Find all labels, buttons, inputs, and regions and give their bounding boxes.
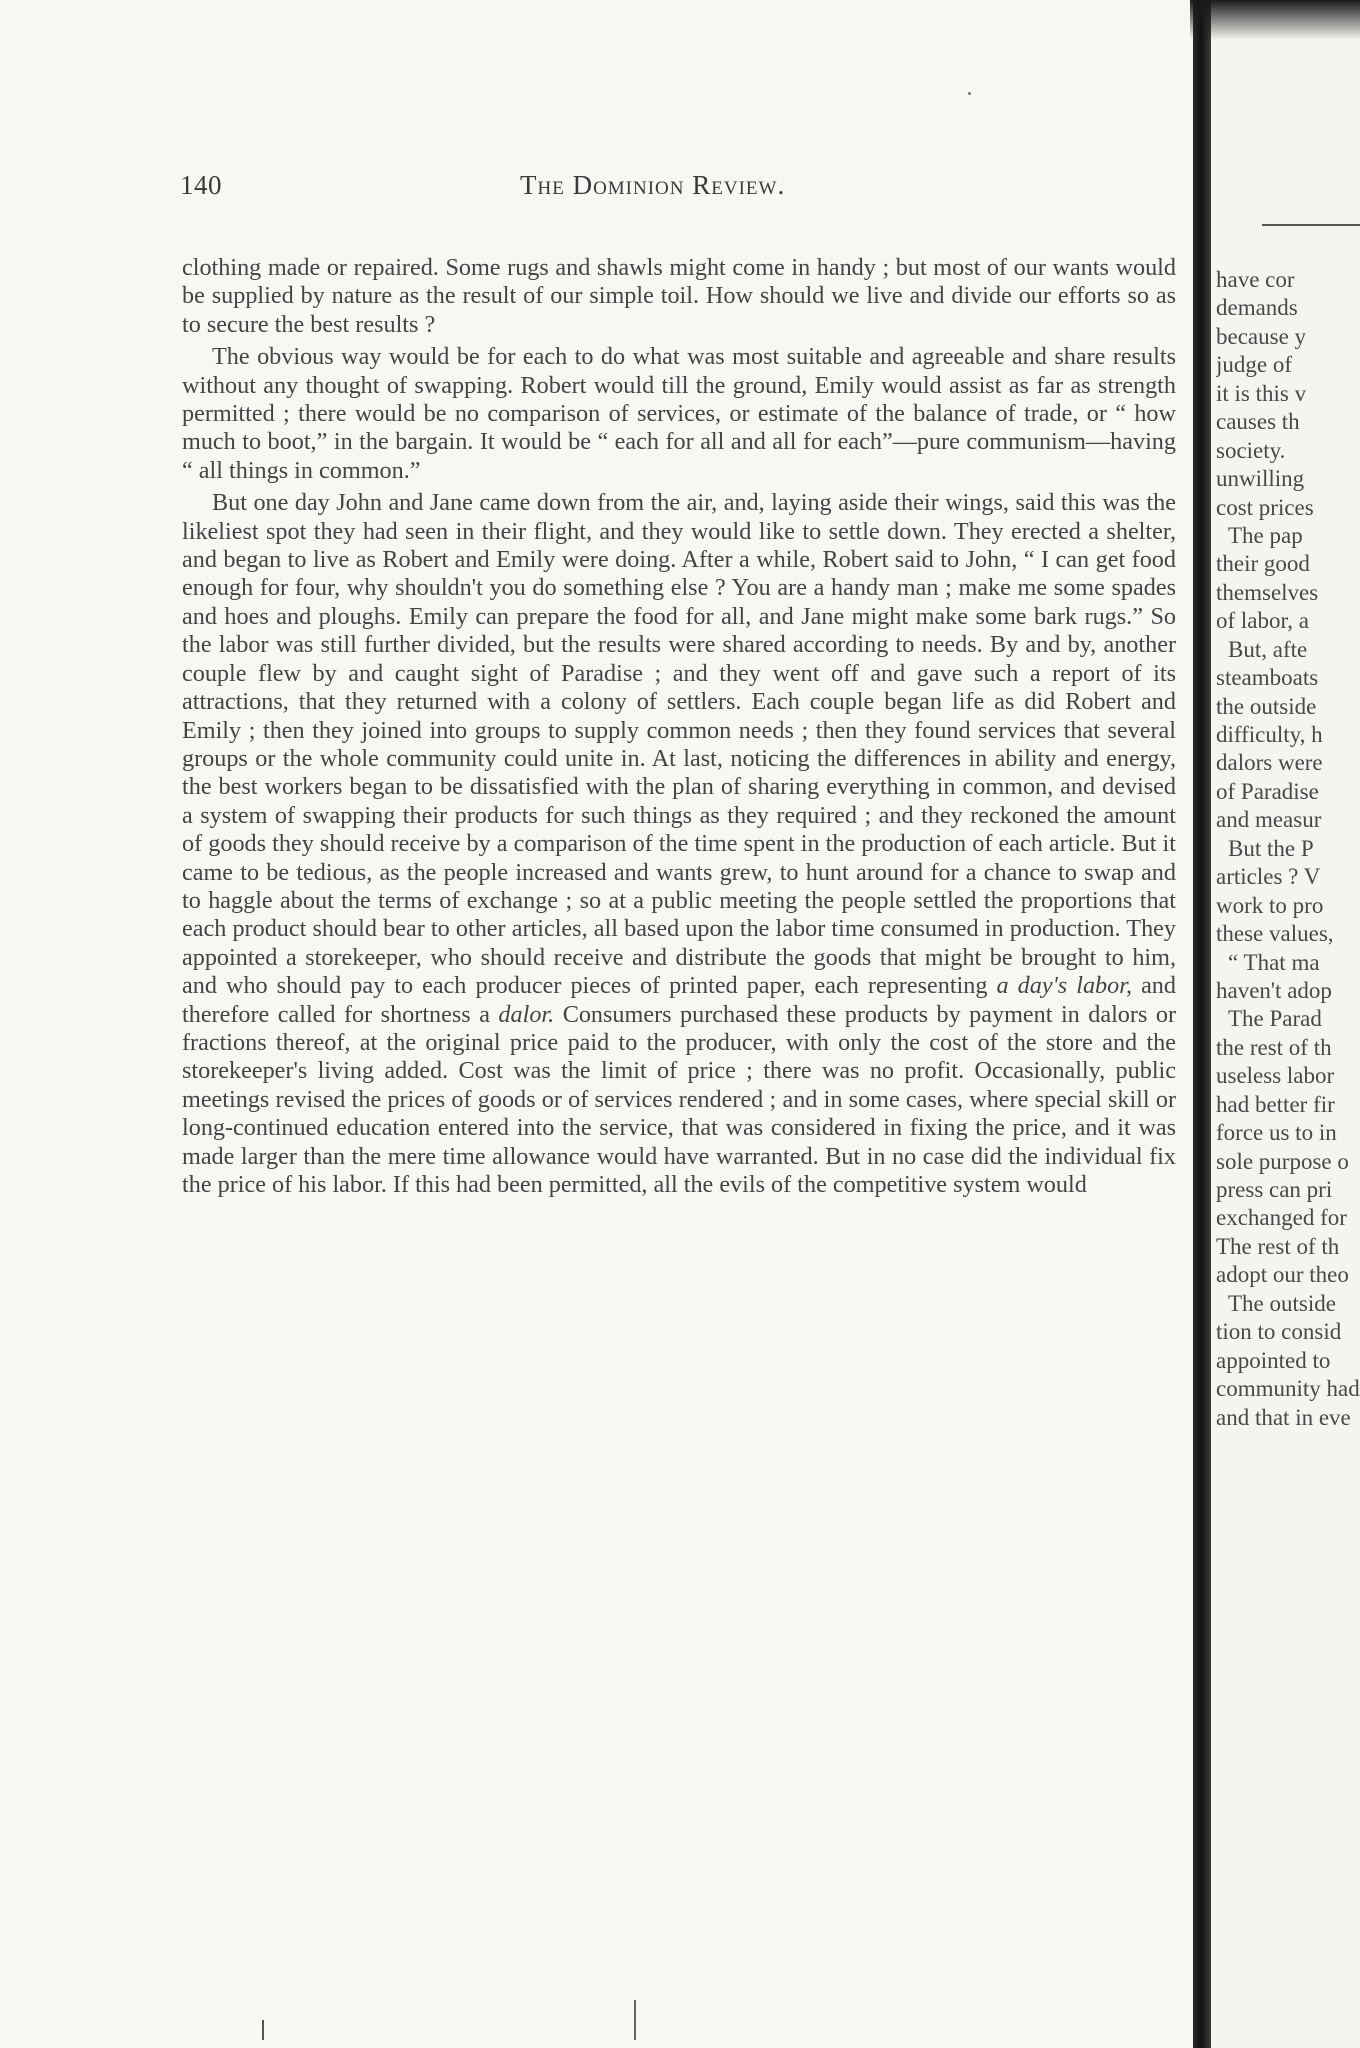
adjacent-page-line: The Parad <box>1228 1006 1322 1032</box>
emphasis-day-labor: a day's labor, <box>996 972 1133 1000</box>
adjacent-page-line: But, afte <box>1228 636 1308 662</box>
paragraph-1: clothing made or repaired. Some rugs and shawls might come in handy ; but most of our wants would be supplied by nature as the result of our simple toil. How should we live and divide our efforts so as to secure the best results ? <box>182 254 1176 338</box>
scan-speck <box>968 92 971 95</box>
adjacent-page-line: dalors were <box>1216 750 1323 776</box>
adjacent-page-line: demands <box>1216 295 1298 321</box>
adjacent-page-line: cost prices <box>1216 494 1314 520</box>
adjacent-page-column <box>1216 266 1360 1432</box>
adjacent-page-line: of Paradise <box>1216 778 1319 804</box>
adjacent-page-line: judge of <box>1216 352 1293 378</box>
adjacent-page-line: But the P <box>1228 835 1314 861</box>
adjacent-page-line: appointed to <box>1216 1347 1331 1373</box>
paragraph-3-text: But one day John and Jane came down from the air, and, laying aside their wings, said this was the likeliest spot they had seen in their flight, and they would like to settle down. They erected a shelter, and began to live as Robert and Emily were doing. After a while, Robert said to John, “ I can get food enough for four, why shouldn't you do something else ? You are a handy man ; make me some spades and hoes and ploughs. Emily can prepare the food for all, and Jane might make some bark rugs.” So the labor was still further divided, but the results were shared according to needs. By and by, another couple flew by and caught sight of Paradise ; and they went off and gave such a report of its attractions, that they returned with a colony of settlers. Each couple began life as did Robert and Emily ; then they joined into groups to supply common needs ; then they found services that several groups or the whole community could unite in. At last, noticing the differences in ability and energy, the best workers began to be dissatisfied with the plan of sharing everything in common, and devised a system of swapping their products for such things as they required ; and they reckoned the amount of goods they should receive by a comparison of the time spent in the production of each article. But it came to be tedious, as the people increased and wants grew, to hunt around for a chance to swap and to haggle about the terms of exchange ; so at a public meeting the people settled the proportions that each product should bear to other articles, all based upon the labor time consumed in production. They appointed a storekeeper, who should receive and distribute the goods that might be brought to him, and who should pay to each producer pieces of printed paper, each representing <box>182 489 1176 1000</box>
adjacent-page-line: of labor, a <box>1216 608 1309 634</box>
adjacent-page-line: “ That ma <box>1228 949 1320 975</box>
adjacent-page-line: The rest of th <box>1216 1233 1340 1259</box>
paragraph-3 <box>182 489 1176 1199</box>
adjacent-page-line: community had <box>1216 1376 1360 1402</box>
scan-mark <box>634 2000 636 2040</box>
adjacent-page-line: it is this v <box>1216 380 1307 406</box>
adjacent-page-line: had better fir <box>1216 1091 1335 1117</box>
adjacent-page-line: unwilling <box>1216 466 1305 492</box>
adjacent-page-line: these values, <box>1216 921 1334 947</box>
page-number: 140 <box>180 170 222 200</box>
paragraph-2: The obvious way would be for each to do what was most suitable and agreeable and share results without any thought of swapping. Robert would till the ground, Emily would assist as far as strength permitted ; there would be no comparison of services, or estimate of the balance of trade, or “ how much to boot,” in the bargain. It would be “ each for all and all for each”—pure communism—having “ all things in common.” <box>182 343 1176 484</box>
adjacent-page-line: haven't adop <box>1216 977 1332 1003</box>
adjacent-page-line: society. <box>1216 437 1286 463</box>
adjacent-page-line: press can pri <box>1216 1177 1333 1202</box>
adjacent-page-line: The outside <box>1228 1290 1336 1316</box>
adjacent-page-line: force us to in <box>1216 1120 1337 1146</box>
adjacent-page-line: tion to consid <box>1216 1319 1342 1345</box>
adjacent-page-line: exchanged for <box>1216 1205 1347 1231</box>
page-gutter <box>1193 0 1211 2048</box>
paragraph-3-ending: Consumers purchased these products by payment in dalors or fractions thereof, at the original price paid to the producer, with only the cost of the store and the storekeeper's living added. Cost was the limit of price ; there was no profit. Occasionally, public meetings revised the prices of goods or of services rendered ; and in some cases, where special skill or long-continued education entered into the service, that was considered in fixing the price, and it was made larger than the mere time allowance would have warranted. But in no case did the individual fix the price of his labor. If this had been permitted, all the evils of the competitive system would <box>182 1000 1176 1198</box>
running-head <box>180 170 1170 210</box>
adjacent-page-line: articles ? V <box>1216 864 1321 890</box>
header-rule <box>1262 224 1360 226</box>
adjacent-page-line: difficulty, h <box>1216 722 1323 747</box>
adjacent-page-line: and measur <box>1216 807 1322 833</box>
adjacent-page-line: themselves <box>1216 579 1319 605</box>
adjacent-page-line: and that in eve <box>1216 1404 1351 1430</box>
adjacent-page-line: The pap <box>1228 522 1303 548</box>
scan-mark <box>262 2020 264 2040</box>
adjacent-page-line: steamboats <box>1216 665 1319 691</box>
adjacent-page-line: the outside <box>1216 693 1317 719</box>
adjacent-page-line: useless labor <box>1216 1063 1335 1089</box>
adjacent-page-line: because y <box>1216 323 1307 349</box>
article-body <box>182 254 1176 1199</box>
adjacent-page-line: the rest of th <box>1216 1034 1332 1060</box>
adjacent-page-line: sole purpose o <box>1216 1148 1349 1174</box>
adjacent-page-line: causes th <box>1216 409 1300 435</box>
adjacent-page-line: their good <box>1216 551 1310 577</box>
scan-shadow <box>1190 0 1360 40</box>
emphasis-dalor: dalor. <box>498 1000 555 1028</box>
journal-title: The Dominion Review. <box>520 170 786 200</box>
adjacent-page-line: have cor <box>1216 267 1295 292</box>
paragraph-3-continuation: and therefore called for shortness a <box>182 972 1176 1028</box>
adjacent-page-line: adopt our theo <box>1216 1262 1349 1288</box>
adjacent-page-line: work to pro <box>1216 892 1324 918</box>
